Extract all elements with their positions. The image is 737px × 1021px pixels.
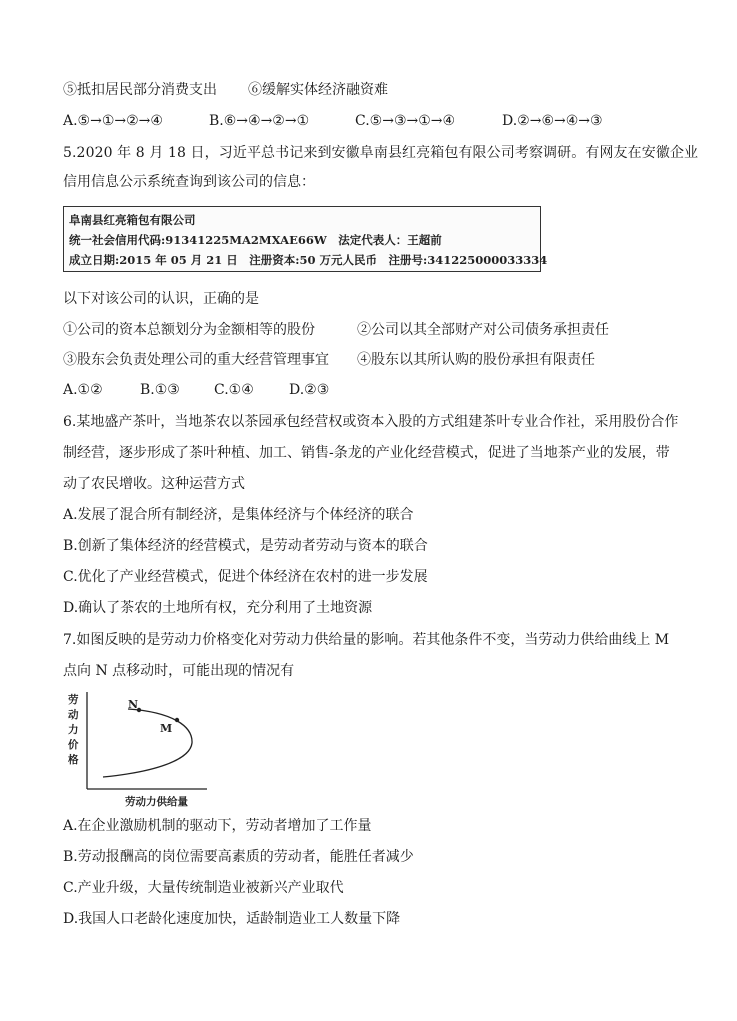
q5-stem-line-2: 信用信息公示系统查询到该公司的信息：	[63, 174, 315, 190]
q7-option-a: A.在企业激励机制的驱动下，劳动者增加了工作量	[63, 818, 372, 834]
q4-item-5: ⑤抵扣居民部分消费支出	[63, 82, 217, 98]
q7-stem-line-1: 7.如图反映的是劳动力价格变化对劳动力供给量的影响。若其他条件不变，当劳动力供给曲线上 M	[63, 632, 670, 648]
q6-option-c: C.优化了产业经营模式，促进个体经济在农村的进一步发展	[63, 569, 428, 585]
q5-statement-4: ④股东以其所认购的股份承担有限责任	[357, 352, 595, 368]
q5-statement-2: ②公司以其全部财产对公司债务承担责任	[357, 322, 609, 338]
point-m-label: M	[160, 722, 173, 735]
company-registration: 成立日期:2015 年 05 月 21 日 注册资本:50 万元人民币 注册号:341225000033334	[69, 253, 548, 267]
q5-question: 以下对该公司的认识，正确的是	[63, 291, 259, 307]
company-name: 阜南县红亮箱包有限公司	[69, 213, 196, 227]
company-info-box	[63, 206, 548, 272]
q6-stem-line-1: 6.某地盛产茶叶，当地茶农以茶园承包经营权或资本入股的方式组建茶叶专业合作社，采用股份合作	[63, 414, 679, 430]
q6-stem-line-3: 动了农民增收。这种运营方式	[63, 476, 245, 492]
point-m-dot	[175, 718, 179, 722]
company-credit-code: 统一社会信用代码:91341225MA2MXAE66W 法定代表人：王超前	[69, 233, 442, 247]
ylabel-char-2: 动	[68, 709, 79, 721]
q6-option-d: D.确认了茶农的土地所有权，充分利用了土地资源	[63, 600, 373, 616]
q7-stem-line-2: 点向 N 点移动时，可能出现的情况有	[63, 663, 295, 679]
q7-option-d: D.我国人口老龄化速度加快，适龄制造业工人数量下降	[63, 911, 401, 927]
q5-statement-1: ①公司的资本总额划分为金额相等的股份	[63, 322, 315, 338]
labor-supply-graph	[60, 688, 210, 810]
q5-stem-line-1: 5.2020 年 8 月 18 日，习近平总书记来到安徽阜南县红亮箱包有限公司考察调研。有网友在安徽企业	[63, 145, 699, 161]
ylabel-char-4: 价	[68, 739, 79, 751]
q7-option-c: C.产业升级，大量传统制造业被新兴产业取代	[63, 880, 344, 896]
labor-supply-curve-svg	[60, 688, 210, 810]
q5-choice-b: B.①③	[140, 382, 180, 398]
q4-item-6: ⑥缓解实体经济融资难	[248, 82, 388, 98]
q6-option-b: B.创新了集体经济的经营模式，是劳动者劳动与资本的联合	[63, 538, 428, 554]
q4-choice-b: B.⑥→④→②→①	[209, 113, 310, 129]
q4-choice-a: A.⑤→①→②→④	[63, 113, 163, 129]
q4-choice-c: C.⑤→③→①→④	[355, 113, 456, 129]
ylabel-char-3: 力	[68, 724, 79, 736]
q4-choice-d: D.②→⑥→④→③	[502, 113, 603, 129]
q5-choice-c: C.①④	[214, 382, 254, 398]
x-axis-label: 劳动力供给量	[125, 796, 188, 808]
q5-choice-a: A.①②	[63, 382, 103, 398]
point-n-label: N	[128, 698, 139, 711]
q5-statement-3: ③股东会负责处理公司的重大经营管理事宜	[63, 352, 329, 368]
q6-stem-line-2: 制经营，逐步形成了茶叶种植、加工、销售-条龙的产业化经营模式，促进了当地茶产业的发展，带	[63, 445, 670, 461]
q6-option-a: A.发展了混合所有制经济，是集体经济与个体经济的联合	[63, 507, 414, 523]
q7-option-b: B.劳动报酬高的岗位需要高素质的劳动者，能胜任者减少	[63, 849, 414, 865]
ylabel-char-5: 格	[68, 754, 79, 766]
q5-choice-d: D.②③	[289, 382, 330, 398]
ylabel-char-1: 劳	[68, 694, 79, 706]
